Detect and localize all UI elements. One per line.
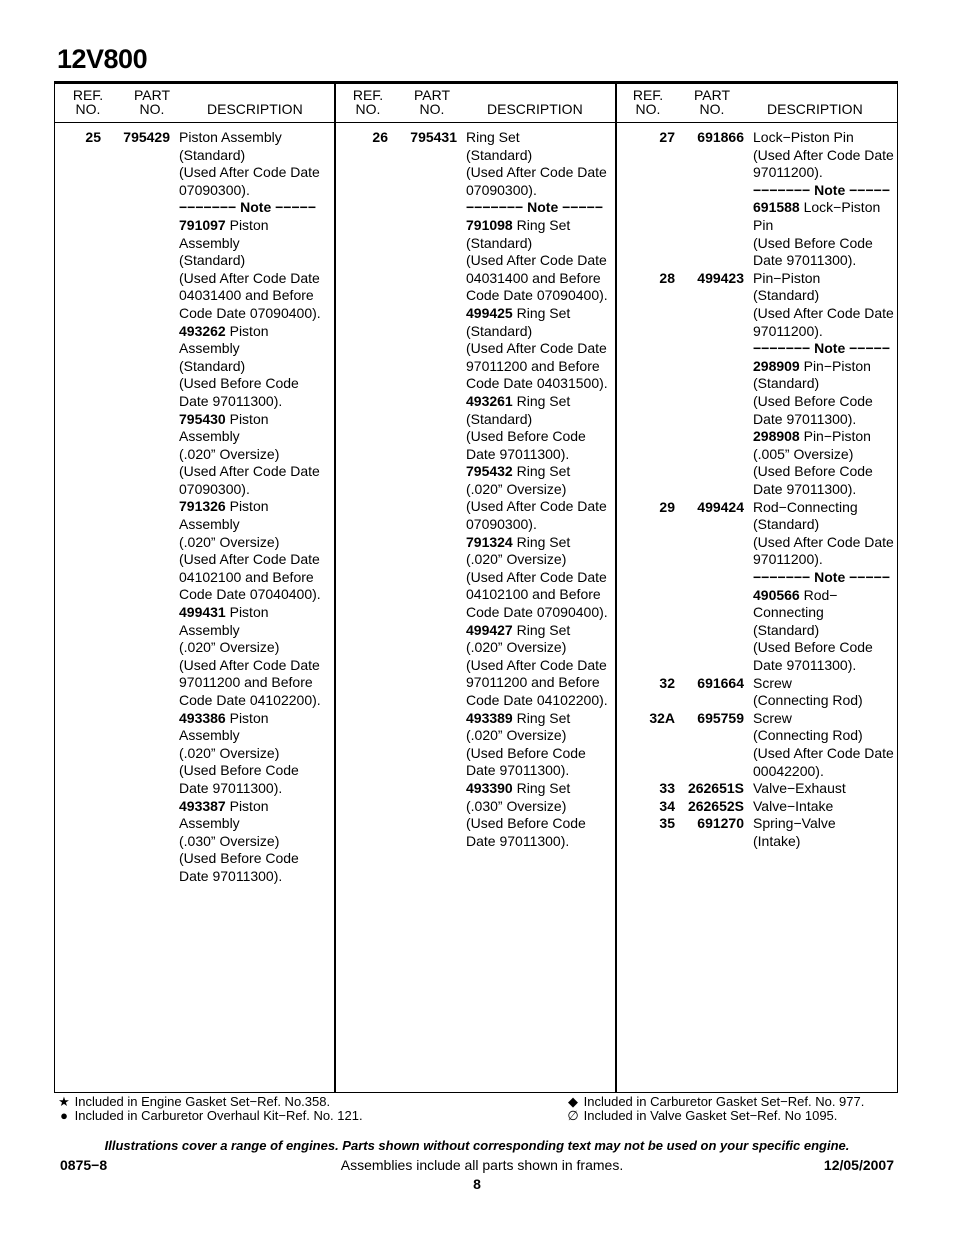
footnote-text: Included in Valve Gasket Set−Ref. No 1095.	[583, 1108, 838, 1123]
model-title: 12V800	[57, 44, 148, 74]
description-line: 97011200).	[753, 164, 823, 181]
description-line: Code Date 04102200).	[179, 692, 321, 708]
description-line: (Used Before Code	[466, 744, 586, 761]
description-line: Code Date 04031500).	[466, 375, 608, 392]
description-line: Code Date 07090400).	[179, 304, 321, 321]
part-description	[753, 710, 899, 780]
description-line: 791324 Ring Set	[466, 533, 571, 550]
description-line: −−−−−−− Note −−−−−	[466, 199, 603, 216]
ref-number: 35	[659, 815, 675, 832]
description-line: Spring−Valve	[753, 815, 836, 832]
description-line: (Used After Code Date	[179, 269, 320, 286]
part-description	[753, 129, 899, 270]
description-line: (Used Before Code	[753, 234, 873, 251]
description-line: 97011200 and Before	[466, 357, 600, 374]
description-line: (Used Before Code	[753, 639, 873, 656]
description-line: 499425 Ring Set	[466, 304, 571, 321]
description-line: (.005” Oversize)	[753, 445, 854, 462]
description-line: 07090300).	[179, 480, 250, 497]
description-line: 04102100 and Before	[466, 586, 601, 603]
description-line: (Used Before Code	[753, 463, 873, 480]
description-line: (Used After Code Date	[753, 146, 894, 163]
description-line: 97011200).	[753, 322, 823, 339]
description-line: 490566 Rod−	[753, 586, 838, 603]
description-line: 97011200).	[753, 551, 823, 568]
header-rule	[54, 122, 898, 123]
description-line: (Used After Code Date	[466, 252, 607, 269]
description-line: Screw	[753, 674, 792, 691]
description-line: (.020” Oversize)	[466, 639, 567, 656]
description-line: 493387 Piston	[179, 797, 269, 814]
description-line: 791098 Ring Set	[466, 216, 571, 233]
part-description	[753, 780, 899, 798]
description-line: 298909 Pin−Piston	[753, 357, 871, 374]
description-line: 493390 Ring Set	[466, 779, 571, 796]
description-line: (.020” Oversize)	[179, 445, 280, 462]
footnote-engine-gasket	[57, 1095, 330, 1109]
part-number: 795429	[123, 129, 170, 145]
description-line: Assembly	[179, 727, 240, 744]
description-line: (Used After Code Date	[466, 340, 607, 357]
description-line: (Used After Code Date	[753, 304, 894, 321]
description-line: Date 97011300).	[753, 656, 857, 673]
description-line: Code Date 07090400).	[466, 604, 608, 621]
description-line: 04102100 and Before	[179, 568, 314, 585]
description-line: (.020” Oversize)	[179, 744, 280, 761]
description-line: (Used After Code Date	[753, 533, 894, 550]
description-line: (.020” Oversize)	[466, 727, 567, 744]
ref-number: 26	[372, 129, 388, 145]
description-line: 00042200).	[753, 762, 824, 779]
description-line: −−−−−−− Note −−−−−	[753, 181, 890, 198]
ref-number: 27	[659, 129, 675, 145]
part-description	[753, 499, 899, 675]
description-line: 493386 Piston	[179, 709, 269, 726]
description-line: (Used After Code Date	[179, 656, 320, 673]
description-line: (Used After Code Date	[466, 568, 607, 585]
header-part-no: PART NO.	[693, 87, 731, 117]
description-line: Rod−Connecting	[753, 498, 858, 515]
description-line: Date 97011300).	[466, 445, 570, 462]
description-line: (Connecting Rod)	[753, 692, 863, 709]
description-line: Piston Assembly	[179, 129, 282, 145]
description-line: (.020” Oversize)	[466, 551, 567, 568]
description-line: Valve−Exhaust	[753, 780, 846, 797]
header-ref-no: REF. NO.	[632, 87, 664, 117]
description-line: (.030” Oversize)	[466, 797, 567, 814]
part-number: 795431	[410, 129, 457, 145]
footnote-text: Included in Carburetor Overhaul Kit−Ref. No. 121.	[74, 1108, 363, 1123]
description-line: 691588 Lock−Piston	[753, 199, 881, 216]
part-number: 691866	[697, 129, 744, 145]
description-line: (.020” Oversize)	[179, 639, 280, 656]
description-line: Connecting	[753, 604, 824, 621]
header-ref-no: REF. NO.	[352, 87, 384, 117]
description-line: Date 97011300).	[179, 867, 283, 884]
description-line: Ring Set	[466, 129, 520, 145]
part-description	[753, 675, 899, 710]
description-line: Date 97011300).	[753, 252, 857, 269]
description-line: (Used After Code Date	[466, 498, 607, 515]
description-line: 07090300).	[179, 181, 250, 198]
description-line: 795430 Piston	[179, 410, 269, 427]
description-line: 791097 Piston	[179, 216, 269, 233]
description-line: Assembly	[179, 815, 240, 832]
empty-set-icon: ∅	[567, 1108, 579, 1123]
description-line: Pin	[753, 216, 774, 233]
diamond-icon: ◆	[568, 1094, 578, 1109]
part-description	[179, 129, 325, 886]
description-line: (Standard)	[466, 146, 533, 163]
description-line: 97011200 and Before	[466, 674, 600, 691]
description-line: 97011200 and Before	[179, 674, 313, 691]
description-line: −−−−−−− Note −−−−−	[753, 340, 890, 357]
description-line: (Standard)	[466, 410, 533, 427]
description-line: (Standard)	[179, 146, 246, 163]
disclaimer: Illustrations cover a range of engines. Parts shown without corresponding text may not be used on your specific engine.	[104, 1138, 850, 1153]
description-line: Pin−Piston	[753, 269, 821, 286]
description-line: 499431 Piston	[179, 604, 269, 621]
description-line: 499427 Ring Set	[466, 621, 571, 638]
description-line: Date 97011300).	[466, 762, 570, 779]
footnote-carburetor-overhaul	[57, 1109, 363, 1123]
description-line: 04031400 and Before	[179, 287, 314, 304]
description-line: 493262 Piston	[179, 322, 269, 339]
star-icon: ★	[58, 1094, 70, 1109]
ref-number: 32A	[649, 709, 675, 726]
description-line: Date 97011300).	[466, 832, 570, 849]
description-line: (Standard)	[466, 234, 533, 251]
part-number: 499424	[697, 498, 744, 515]
description-line: 795432 Ring Set	[466, 463, 571, 480]
header-description: DESCRIPTION	[207, 101, 303, 117]
part-number: 262652S	[687, 797, 744, 814]
footnote-text: Included in Carburetor Gasket Set−Ref. No. 977.	[583, 1094, 865, 1109]
header-description: DESCRIPTION	[487, 101, 583, 117]
description-line: Code Date 07040400).	[179, 586, 321, 603]
description-line: (.020” Oversize)	[466, 480, 567, 497]
footnote-carburetor-gasket	[566, 1095, 864, 1109]
part-description	[466, 129, 612, 850]
description-line: (Standard)	[753, 621, 820, 638]
ref-number: 34	[659, 797, 675, 814]
ref-number: 32	[659, 674, 675, 691]
description-line: (Used After Code Date	[466, 656, 607, 673]
description-line: (Used After Code Date	[179, 164, 320, 181]
description-line: (Standard)	[179, 252, 246, 269]
description-line: (Used After Code Date	[179, 463, 320, 480]
part-description	[753, 270, 899, 499]
part-number: 695759	[697, 709, 744, 726]
description-line: −−−−−−− Note −−−−−	[179, 199, 316, 216]
description-line: 493261 Ring Set	[466, 392, 571, 409]
description-line: Assembly	[179, 340, 240, 357]
description-line: (Used After Code Date	[179, 551, 320, 568]
description-line: (.030” Oversize)	[179, 832, 280, 849]
description-line: Assembly	[179, 516, 240, 533]
description-line: (Used Before Code	[179, 375, 299, 392]
description-line: (Intake)	[753, 832, 801, 849]
description-line: 07090300).	[466, 181, 537, 198]
part-description	[753, 798, 899, 816]
description-line: (Used After Code Date	[753, 744, 894, 761]
description-line: Assembly	[179, 234, 240, 251]
description-line: Code Date 04102200).	[466, 692, 608, 708]
bullet-icon: ●	[60, 1108, 68, 1123]
description-line: (Used Before Code	[753, 392, 873, 409]
description-line: (.020” Oversize)	[179, 533, 280, 550]
footnote-valve-gasket	[566, 1109, 837, 1123]
description-line: Assembly	[179, 428, 240, 445]
description-line: Date 97011300).	[179, 779, 283, 796]
part-number: 691664	[697, 674, 744, 691]
description-line: 04031400 and Before	[466, 269, 601, 286]
header-ref-no: REF. NO.	[72, 87, 104, 117]
description-line: (Standard)	[466, 322, 533, 339]
description-line: (Used Before Code	[466, 428, 586, 445]
description-line: 07090300).	[466, 516, 537, 533]
ref-number: 29	[659, 498, 675, 515]
description-line: Code Date 07090400).	[466, 287, 608, 304]
description-line: Valve−Intake	[753, 797, 834, 814]
description-line: (Standard)	[179, 357, 246, 374]
ref-number: 25	[85, 129, 101, 145]
description-line: (Connecting Rod)	[753, 727, 863, 744]
page-number: 8	[473, 1176, 481, 1192]
description-line: Screw	[753, 709, 792, 726]
part-number: 691270	[697, 815, 744, 832]
description-line: 298908 Pin−Piston	[753, 428, 871, 445]
part-number: 499423	[697, 269, 744, 286]
description-line: (Used Before Code	[179, 762, 299, 779]
column-divider	[334, 84, 336, 1093]
description-line: (Used Before Code	[179, 850, 299, 867]
description-line: 791326 Piston	[179, 498, 269, 515]
description-line: Date 97011300).	[753, 410, 857, 427]
header-part-no: PART NO.	[413, 87, 451, 117]
description-line: (Used Before Code	[466, 815, 586, 832]
description-line: Assembly	[179, 621, 240, 638]
description-line: Lock−Piston Pin	[753, 129, 854, 145]
ref-number: 28	[659, 269, 675, 286]
description-line: −−−−−−− Note −−−−−	[753, 568, 890, 585]
footnote-text: Included in Engine Gasket Set−Ref. No.358.	[74, 1094, 331, 1109]
part-number: 262651S	[687, 780, 744, 797]
column-divider	[615, 84, 617, 1093]
header-description: DESCRIPTION	[767, 101, 863, 117]
part-description	[753, 815, 899, 850]
description-line: (Standard)	[753, 287, 820, 304]
description-line: 493389 Ring Set	[466, 709, 571, 726]
description-line: (Used After Code Date	[466, 164, 607, 181]
description-line: (Standard)	[753, 516, 820, 533]
document-number: 0875−8	[60, 1157, 108, 1173]
assemblies-note: Assemblies include all parts shown in frames.	[340, 1157, 624, 1173]
header-part-no: PART NO.	[133, 87, 171, 117]
description-line: Date 97011300).	[179, 392, 283, 409]
description-line: (Standard)	[753, 375, 820, 392]
ref-number: 33	[659, 780, 675, 797]
description-line: Date 97011300).	[753, 480, 857, 497]
document-date: 12/05/2007	[823, 1157, 894, 1173]
